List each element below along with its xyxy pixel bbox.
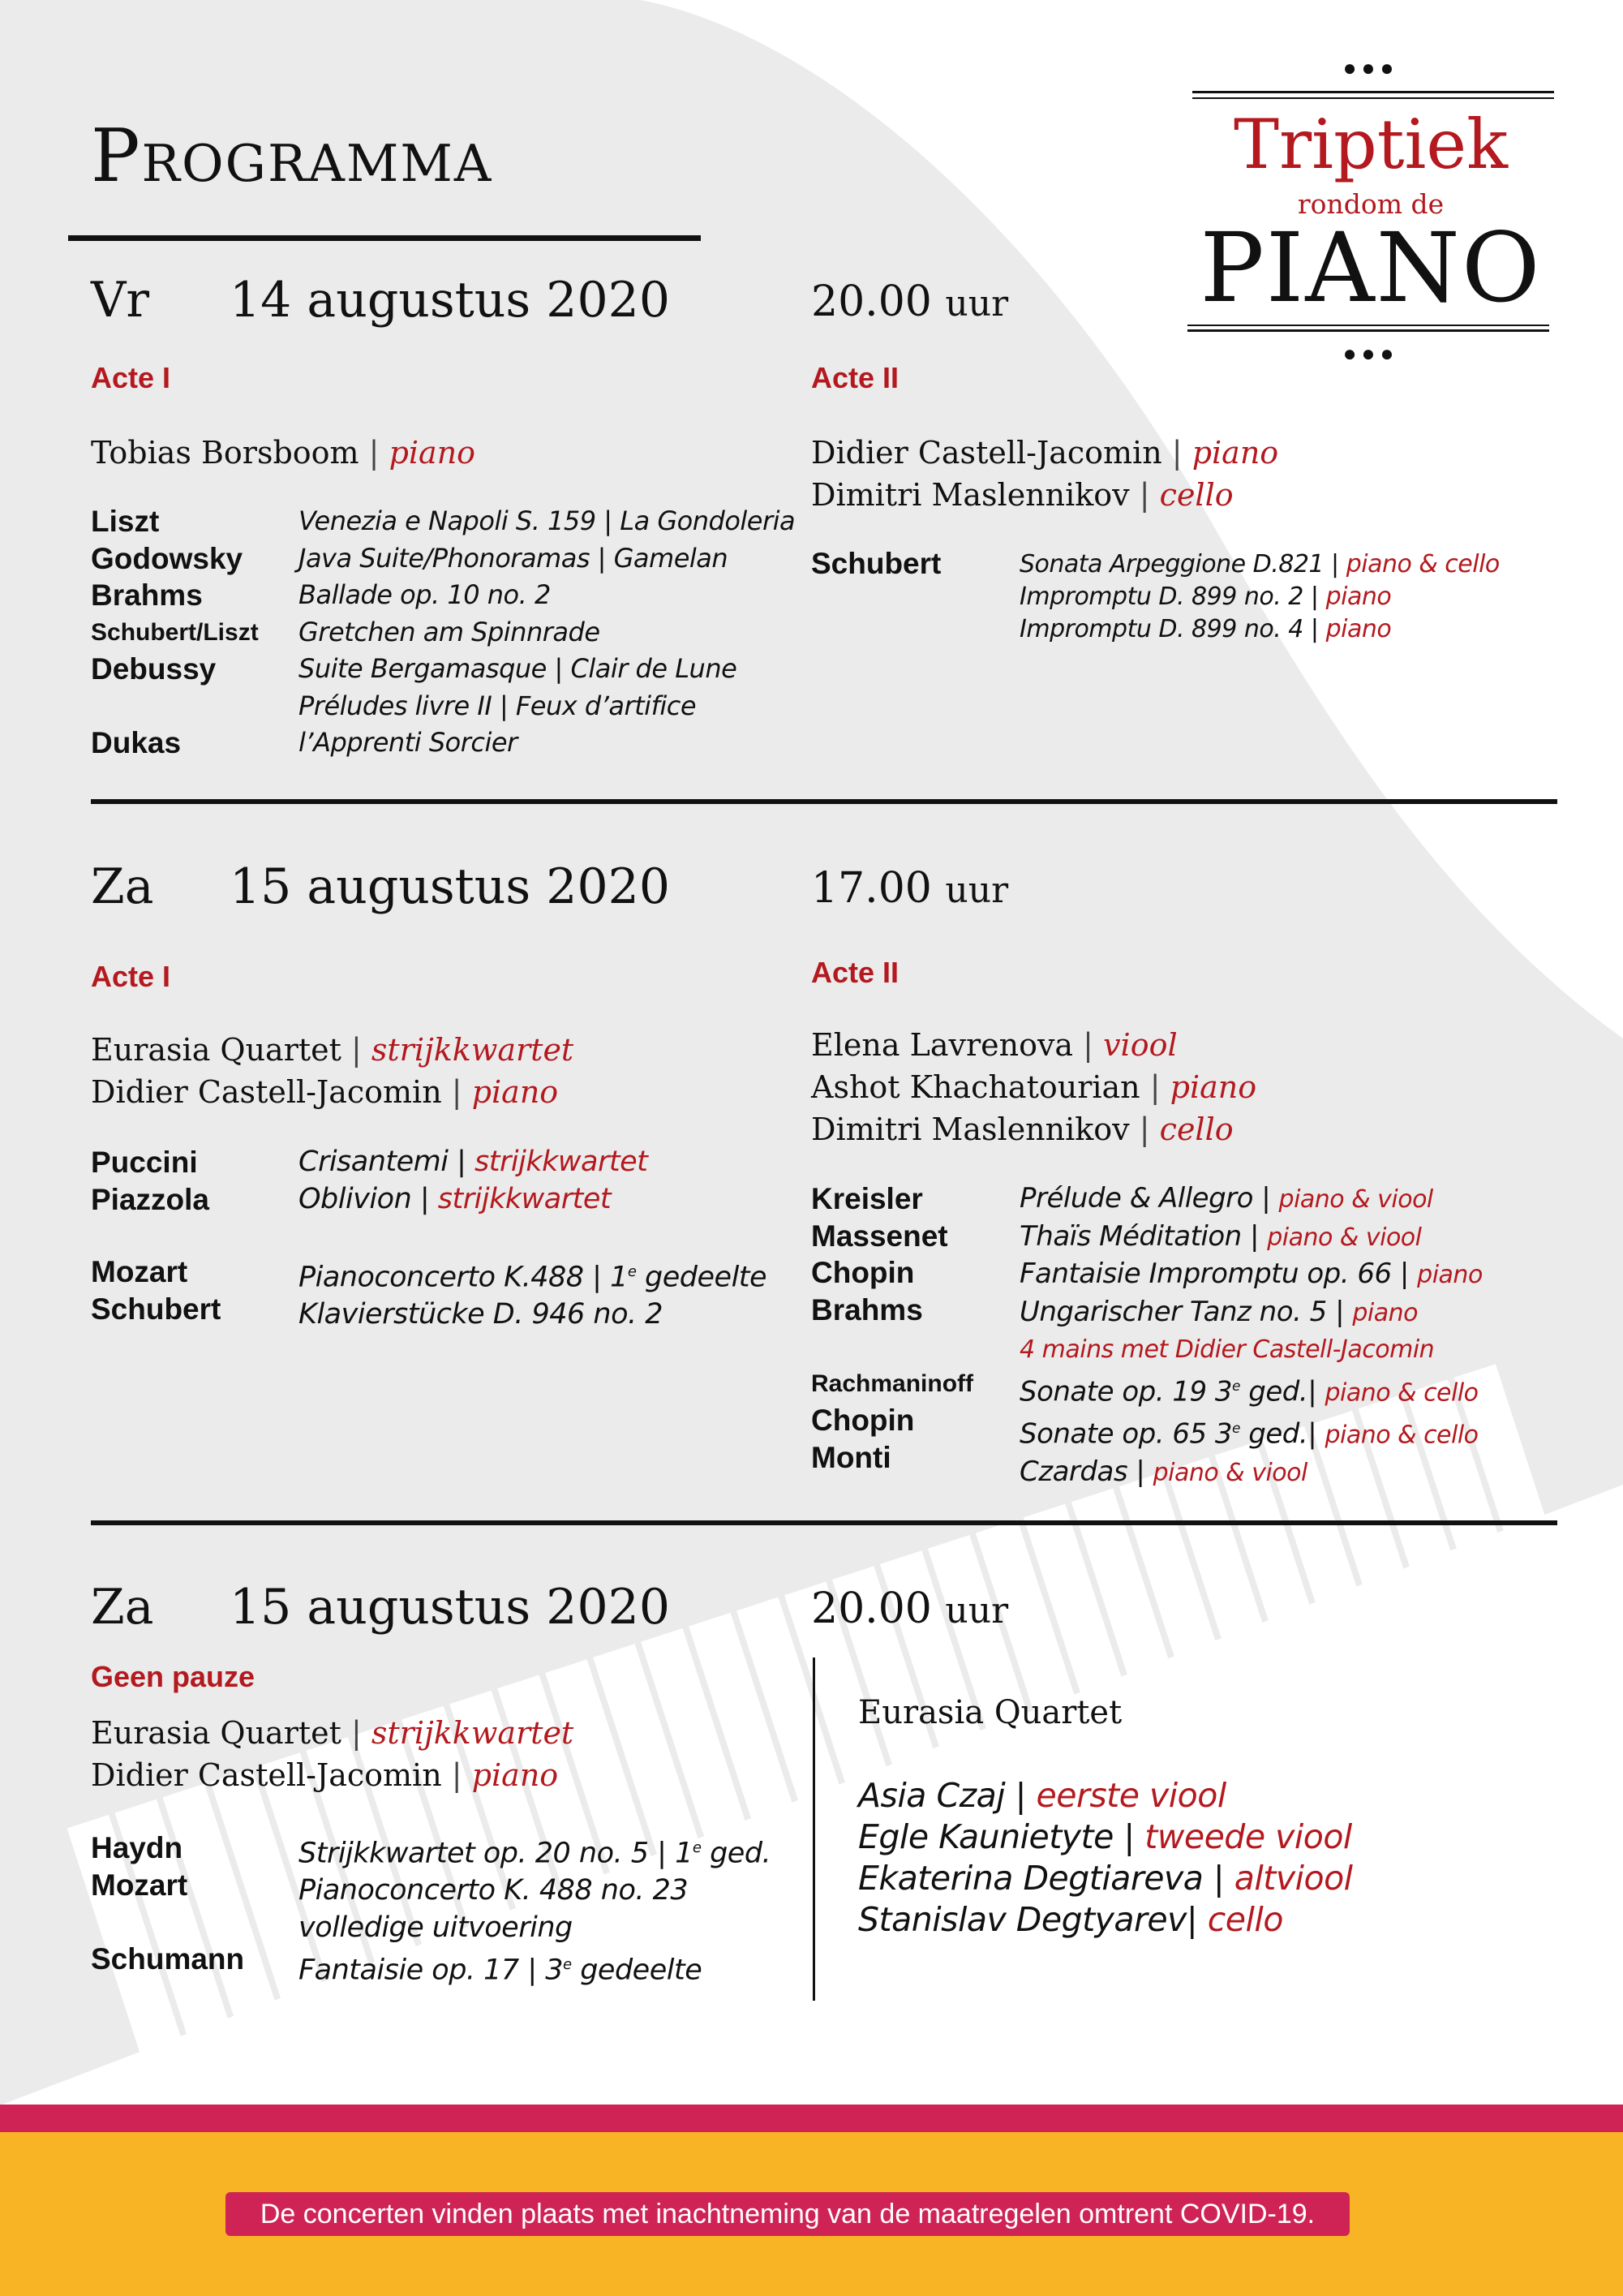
- covid-notice: De concerten vinden plaats met inachtneming van de maatregelen omtrent COVID-19.: [225, 2192, 1350, 2236]
- work: Fantaisie Impromptu op. 66 | piano: [1020, 1258, 1483, 1290]
- quartet-member: Egle Kaunietyte | tweede viool: [858, 1817, 1352, 1856]
- concert3-works: [298, 1829, 771, 1989]
- performer-line: Dimitri Maslennikov | cello: [811, 477, 1234, 513]
- composer: Mozart: [91, 1255, 188, 1288]
- concert2-day: Za: [91, 858, 154, 915]
- performer-line: Didier Castell-Jacomin | piano: [91, 1074, 559, 1110]
- composer: [811, 1328, 973, 1365]
- composer: Dukas: [91, 726, 182, 759]
- composer: Chopin: [811, 1256, 915, 1289]
- concert2-acte1-title: Acte I: [91, 960, 171, 993]
- quartet-member: Stanislav Degtyarev| cello: [858, 1900, 1283, 1939]
- concert2-acte1-works: [298, 1144, 766, 1334]
- composer: Schubert: [91, 1292, 221, 1326]
- composer: Rachmaninoff: [811, 1369, 974, 1397]
- composer: Godowsky: [91, 541, 243, 575]
- concert2-time: 17.00 uur: [811, 864, 1009, 913]
- logo-piano: PIANO: [1200, 212, 1542, 324]
- work: Java Suite/Phonoramas | Gamelan: [298, 542, 728, 574]
- concert1-time: 20.00 uur: [811, 277, 1009, 326]
- performer-line: Elena Lavrenova | viool: [811, 1027, 1178, 1063]
- concert3-time: 20.00 uur: [811, 1584, 1009, 1633]
- composer: Brahms: [811, 1292, 923, 1326]
- concert1-acte2-title: Acte II: [811, 361, 900, 394]
- work: Sonata Arpeggione D.821 | piano & cello: [1020, 550, 1500, 578]
- work: Gretchen am Spinnrade: [298, 616, 600, 647]
- concert3-composers: [91, 1829, 244, 1977]
- performer-line: Didier Castell-Jacomin | piano: [811, 435, 1279, 471]
- work: Fantaisie op. 17 | 3e gedeelte: [298, 1954, 702, 1987]
- magenta-band: [0, 2105, 1623, 2132]
- concert2-acte2-composers: [811, 1180, 973, 1476]
- concert1-acte1-performers: [91, 432, 475, 474]
- quartet-members: [858, 1775, 1353, 1941]
- divider: [91, 1520, 1557, 1525]
- work: Pianoconcerto K.488 | 1e gedeelte: [298, 1261, 767, 1294]
- work: Sonate op. 65 3e ged.| piano & cello: [1020, 1417, 1479, 1451]
- performer-line: Ashot Khachatourian | piano: [811, 1069, 1257, 1105]
- work: Prélude & Allegro | piano & viool: [1020, 1182, 1433, 1215]
- performer-line: Tobias Borsboom | piano: [91, 435, 476, 471]
- logo-title: Triptiek: [1233, 105, 1509, 184]
- work: Sonate op. 19 3e ged.| piano & cello: [1020, 1374, 1479, 1408]
- concert2-acte2-performers: [811, 1024, 1256, 1150]
- work: Ungarischer Tanz no. 5 | piano: [1020, 1295, 1418, 1328]
- composer: Puccini: [91, 1146, 198, 1179]
- concert1-acte1-program: [91, 503, 259, 762]
- work: Impromptu D. 899 no. 4 | piano: [1020, 615, 1392, 643]
- logo-subtitle: rondom de: [1297, 188, 1445, 220]
- work: Préludes livre II | Feux d’artifice: [298, 690, 696, 721]
- logo-dots-bottom: ●●●: [1342, 341, 1399, 366]
- concert2-acte2-title: Acte II: [811, 956, 900, 989]
- work: Ballade op. 10 no. 2: [298, 579, 551, 610]
- work: volledige uitvoering: [298, 1911, 573, 1944]
- concert2-acte1-performers: [91, 1029, 573, 1113]
- concert3-date: 15 augustus 2020: [230, 1579, 670, 1636]
- quartet-member: Asia Czaj | eerste viool: [858, 1776, 1226, 1815]
- concert3-note: Geen pauze: [91, 1660, 255, 1693]
- composer: Chopin: [811, 1404, 915, 1437]
- concert1-acte2-works: [1020, 548, 1500, 646]
- work: l’Apprenti Sorcier: [298, 727, 517, 758]
- work: Impromptu D. 899 no. 2 | piano: [1020, 583, 1392, 611]
- performer-line: Dimitri Maslennikov | cello: [811, 1111, 1234, 1147]
- composer: Kreisler: [811, 1182, 923, 1215]
- composer: Liszt: [91, 505, 160, 538]
- performer-line: Eurasia Quartet | strijkkwartet: [91, 1715, 574, 1751]
- concert2-acte2-works: [1020, 1180, 1483, 1492]
- concert1-day: Vr: [91, 272, 150, 329]
- concert1-acte1-works: [298, 503, 795, 762]
- composer: Schumann: [91, 1941, 245, 1976]
- composer: Debussy: [91, 652, 217, 686]
- concert1-acte1-title: Acte I: [91, 361, 171, 394]
- composer: Monti: [811, 1440, 891, 1474]
- composer: Brahms: [91, 578, 203, 612]
- work: Strijkkwartet op. 20 no. 5 | 1e ged.: [298, 1837, 771, 1870]
- work: Pianoconcerto K. 488 no. 23: [298, 1874, 689, 1907]
- work: Czardas | piano & viool: [1020, 1455, 1307, 1489]
- composer: [91, 688, 259, 725]
- vertical-divider: [813, 1658, 815, 2001]
- divider: [91, 799, 1557, 804]
- title-underline: [68, 235, 701, 241]
- composer: Massenet: [811, 1219, 948, 1253]
- concert2-date: 15 augustus 2020: [230, 858, 670, 915]
- composer: Haydn: [91, 1831, 183, 1864]
- quartet-name: Eurasia Quartet: [858, 1694, 1123, 1731]
- composer: Schubert/Liszt: [91, 618, 259, 646]
- page-title: Programma: [91, 114, 493, 199]
- concert3-day: Za: [91, 1579, 154, 1636]
- concert3-performers: [91, 1712, 573, 1796]
- composer: Piazzola: [91, 1182, 209, 1216]
- concert1-acte2-performers: [811, 432, 1278, 516]
- performer-line: Eurasia Quartet | strijkkwartet: [91, 1032, 574, 1068]
- concert1-date: 14 augustus 2020: [230, 272, 670, 329]
- work: Klavierstücke D. 946 no. 2: [298, 1298, 663, 1331]
- triptiek-logo: [1184, 57, 1557, 365]
- work: Oblivion | strijkkwartet: [298, 1182, 612, 1215]
- work: Venezia e Napoli S. 159 | La Gondoleria: [298, 505, 796, 536]
- performer-line: Didier Castell-Jacomin | piano: [91, 1757, 559, 1793]
- logo-dots-top: ●●●: [1342, 55, 1399, 80]
- concert2-acte1-composers: [91, 1144, 221, 1327]
- work: 4 mains met Didier Castell-Jacomin: [1020, 1335, 1435, 1364]
- work: Thaïs Méditation | piano & viool: [1020, 1219, 1422, 1253]
- composer: Schubert: [811, 547, 942, 580]
- quartet-member: Ekaterina Degtiareva | altviool: [858, 1859, 1353, 1898]
- work: Crisantemi | strijkkwartet: [298, 1146, 648, 1178]
- composer: Mozart: [91, 1868, 188, 1902]
- work: Suite Bergamasque | Clair de Lune: [298, 653, 737, 684]
- composer: [91, 1903, 244, 1941]
